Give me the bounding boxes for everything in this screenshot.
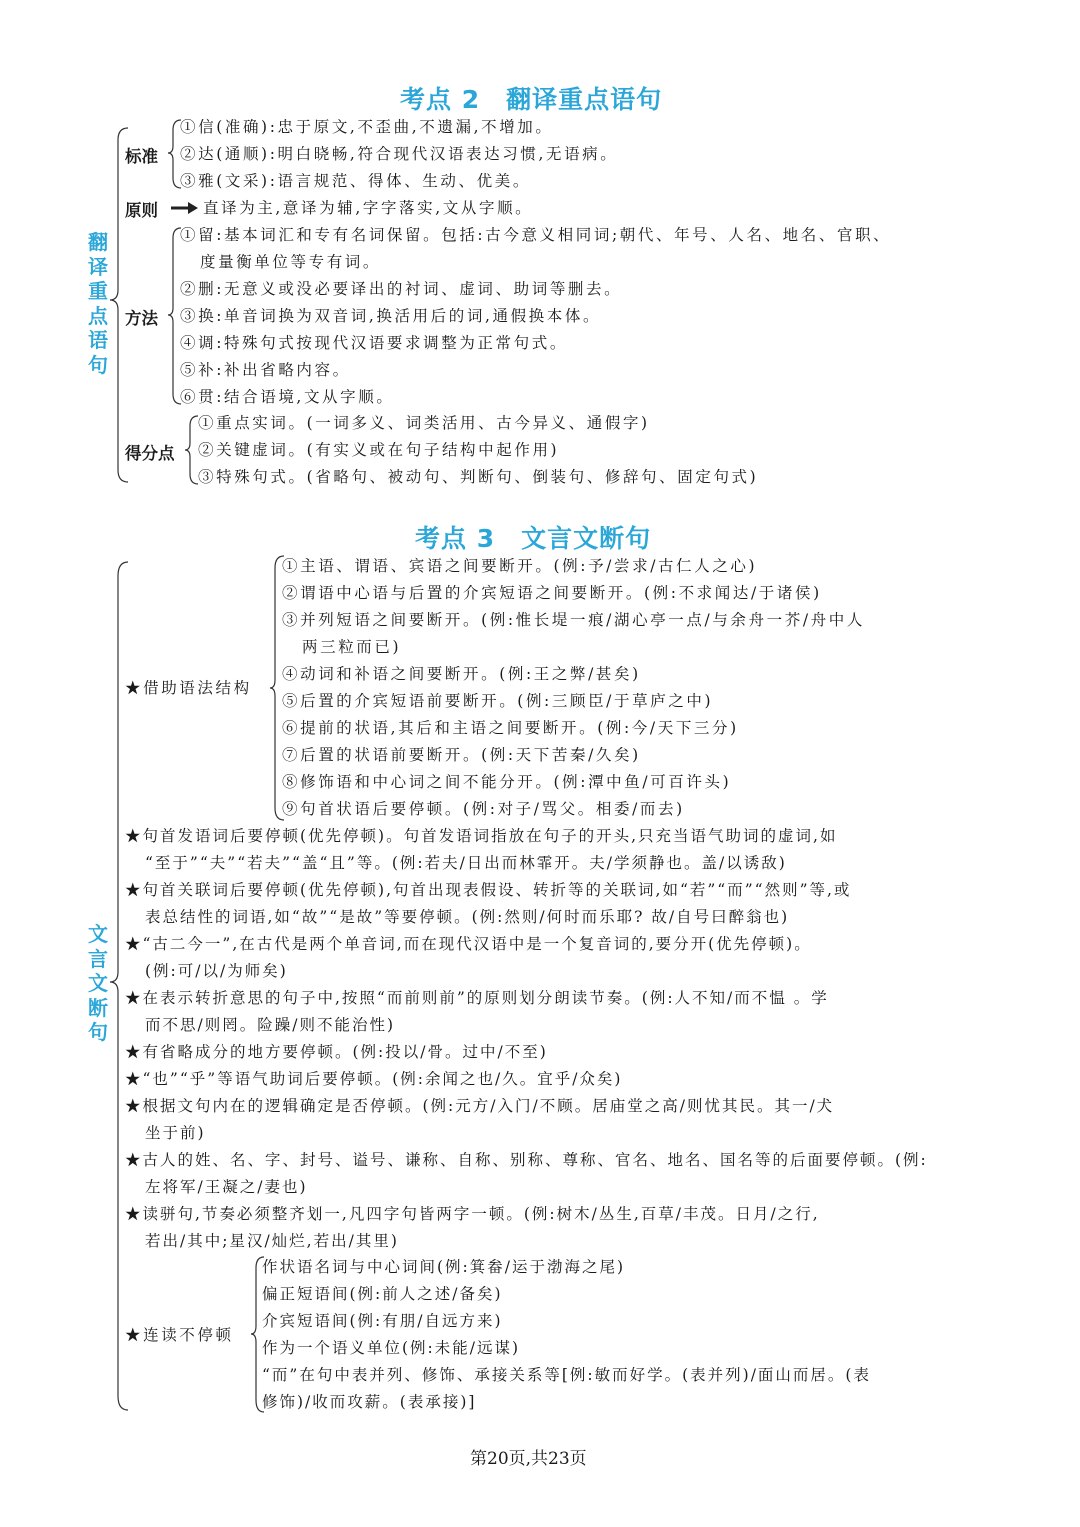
rule-line-6: (例:可/以/为师矣)	[145, 962, 288, 980]
fangfa-item-4: ④调:特殊句式按现代汉语要求调整为正常句式。	[180, 334, 568, 352]
page-footer: 第20页,共23页	[470, 1449, 587, 1469]
defendian-item-3: ③特殊句式。(省略句、被动句、判断句、倒装句、修辞句、固定句式)	[198, 468, 759, 486]
continuous-item-5: “而”在句中表并列、修饰、承接关系等[例:敏而好学。(表并列)/面山而居。(表	[262, 1366, 871, 1384]
biaozhun-item-2: ②达(通顺):明白晓畅,符合现代汉语表达习惯,无语病。	[180, 145, 619, 163]
grammar-item-2: ②谓语中心语与后置的介宾短语之间要断开。(例:不求闻达/于诸侯)	[282, 584, 822, 602]
section3-title: 考点 3 文言文断句	[415, 524, 652, 553]
continuous-item-4: 作为一个语义单位(例:未能/远谋)	[262, 1339, 521, 1357]
fangfa-item-6: ⑥贯:结合语境,文从字顺。	[180, 388, 395, 406]
yuanze-label: 原则	[125, 201, 158, 220]
continuous-item-5-cont: 修饰)/收而攻薪。(表承接)]	[262, 1393, 477, 1411]
rule-line-14: 左将军/王凝之/妻也)	[145, 1178, 308, 1196]
continuous-label: ★连读不停顿	[125, 1326, 234, 1344]
grammar-item-8: ⑧修饰语和中心词之间不能分开。(例:潭中鱼/可百许头)	[282, 773, 732, 791]
fangfa-item-1: ①留:基本词汇和专有名词保留。包括:古今意义相同词;朝代、年号、人名、地名、官职、	[180, 226, 892, 244]
rule-line-16: 若出/其中;星汉/灿烂,若出/其里)	[145, 1232, 399, 1250]
rule-line-2: “至于”“夫”“若夫”“盖“且”等。(例:若夫/日出而林霏开。夫/学须静也。盖/以诱敌)	[145, 854, 787, 872]
grammar-item-7: ⑦后置的状语前要断开。(例:天下苦秦/久矣)	[282, 746, 641, 764]
section3-vertical-label: 文言文断句	[88, 922, 108, 1044]
biaozhun-item-3: ③雅(文采):语言规范、得体、生动、优美。	[180, 172, 531, 190]
rule-line-5: ★“古二今一”,在古代是两个单音词,而在现代汉语中是一个复音词的,要分开(优先停顿)。	[125, 935, 812, 953]
rule-line-10: ★“也”“乎”等语气助词后要停顿。(例:余闻之也/久。宜乎/众矣)	[125, 1070, 623, 1088]
rule-line-1: ★句首发语词后要停顿(优先停顿)。句首发语词指放在句子的开头,只充当语气助词的虚词,如	[125, 827, 838, 845]
grammar-item-3-cont: 两三粒而已)	[302, 638, 402, 656]
grammar-item-4: ④动词和补语之间要断开。(例:王之弊/甚矣)	[282, 665, 641, 683]
biaozhun-item-1: ①信(准确):忠于原文,不歪曲,不遗漏,不增加。	[180, 118, 554, 136]
section2-title: 考点 2 翻译重点语句	[400, 85, 663, 114]
rule-line-11: ★根据文句内在的逻辑确定是否停顿。(例:元方/入门/不顾。居庙堂之高/则忧其民。其一/犬	[125, 1097, 835, 1115]
fangfa-item-1-cont: 度量衡单位等专有词。	[200, 253, 382, 271]
rule-line-9: ★有省略成分的地方要停顿。(例:投以/骨。过中/不至)	[125, 1043, 548, 1061]
fangfa-item-2: ②删:无意义或没必要译出的衬词、虚词、助词等删去。	[180, 280, 623, 298]
rule-line-12: 坐于前)	[145, 1124, 206, 1142]
continuous-brace	[251, 1257, 264, 1412]
defendian-item-1: ①重点实词。(一词多义、词类活用、古今异义、通假字)	[198, 414, 650, 432]
rule-line-15: ★读骈句,节奏必须整齐划一,凡四字句皆两字一顿。(例:树木/丛生,百草/丰茂。日月/之行,	[125, 1205, 820, 1223]
rule-line-8: 而不思/则罔。险躁/则不能治性)	[145, 1016, 395, 1034]
grammar-item-5: ⑤后置的介宾短语前要断开。(例:三顾臣/于草庐之中)	[282, 692, 714, 710]
fangfa-item-5: ⑤补:补出省略内容。	[180, 361, 351, 379]
fangfa-label: 方法	[125, 309, 158, 328]
grammar-item-1: ①主语、谓语、宾语之间要断开。(例:予/尝求/古仁人之心)	[282, 557, 758, 575]
defendian-item-2: ②关键虚词。(有实义或在句子结构中起作用)	[198, 441, 560, 459]
rule-line-13: ★古人的姓、名、字、封号、谥号、谦称、自称、别称、尊称、官名、地名、国名等的后面要停顿。(例:	[125, 1151, 928, 1169]
fangfa-item-3: ③换:单音词换为双音词,换活用后的词,通假换本体。	[180, 307, 602, 325]
grammar-item-6: ⑥提前的状语,其后和主语之间要断开。(例:今/天下三分)	[282, 719, 739, 737]
grammar-label: ★借助语法结构	[125, 679, 252, 697]
continuous-item-2: 偏正短语间(例:前人之述/备矣)	[262, 1285, 503, 1303]
rule-line-4: 表总结性的词语,如“故”“是故”等要停顿。(例:然则/何时而乐耶? 故/自号曰醉翁也)	[145, 908, 790, 926]
arrow-right-icon	[170, 199, 200, 217]
continuous-item-1: 作状语名词与中心词间(例:箕畚/运于渤海之尾)	[262, 1258, 626, 1276]
continuous-item-3: 介宾短语间(例:有朋/自远方来)	[262, 1312, 503, 1330]
grammar-item-9: ⑨句首状语后要停顿。(例:对子/骂父。相委/而去)	[282, 800, 685, 818]
rule-line-7: ★在表示转折意思的句子中,按照“而前则前”的原则划分朗读节奏。(例:人不知/而不愠 。学	[125, 989, 829, 1007]
section2-vertical-label: 翻译重点语句	[88, 230, 108, 377]
biaozhun-label: 标准	[125, 147, 158, 166]
defendian-label: 得分点	[125, 444, 175, 463]
yuanze-text: 直译为主,意译为辅,字字落实,文从字顺。	[203, 199, 534, 217]
grammar-item-3: ③并列短语之间要断开。(例:惟长堤一痕/湖心亭一点/与余舟一芥/舟中人	[282, 611, 865, 629]
defendian-brace	[185, 416, 198, 484]
rule-line-3: ★句首关联词后要停顿(优先停顿),句首出现表假设、转折等的关联词,如“若”“而”“然则”等,或	[125, 881, 852, 899]
